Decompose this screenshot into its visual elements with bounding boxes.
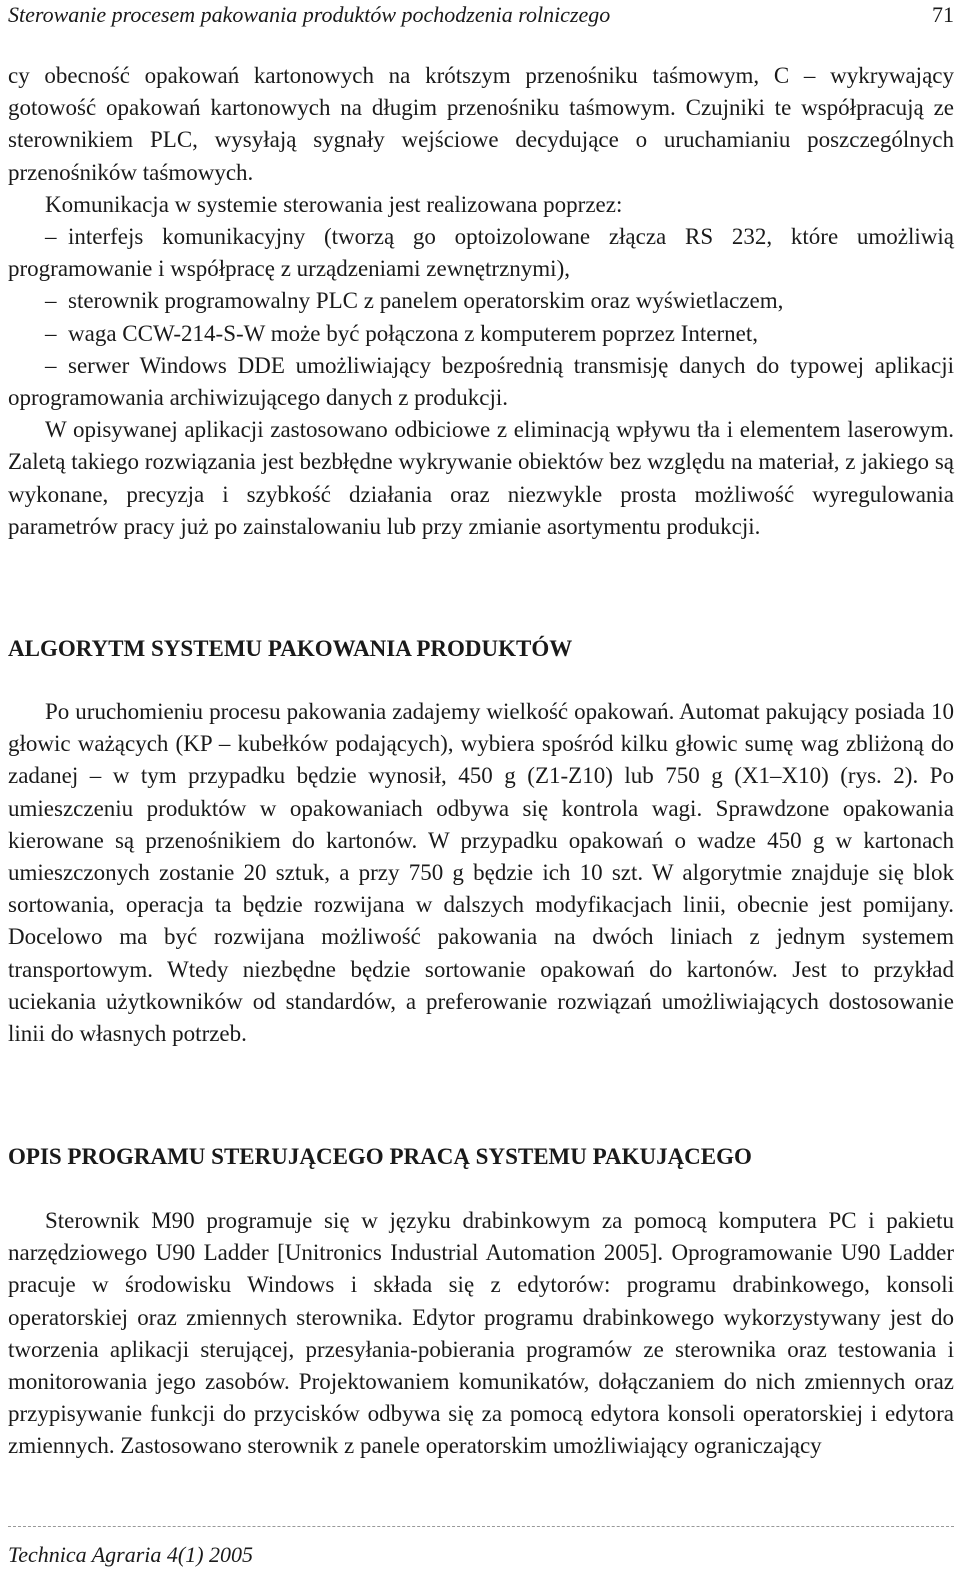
dash-bullet: – — [45, 352, 57, 378]
dash-bullet: – — [45, 320, 57, 346]
paragraph: Komunikacja w systemie sterowania jest realizowana poprzez: — [45, 191, 623, 217]
section-heading: OPIS PROGRAMU STERUJĄCEGO PRACĄ SYSTEMU PAKUJĄCEGO — [8, 1144, 752, 1169]
paragraph: cy obecność opakowań kartonowych na krótszym przenośniku taśmowym, C – wykrywający gotowość opakowań kartonowych na długim przenośniku taśmowym. Czujniki te współpracują ze sterownikiem PLC, wysyłają sygnały wejściowe decydujące o uruchamianiu poszczególnych przenośników taśmowych. — [8, 63, 954, 185]
footer-rule — [8, 1526, 954, 1527]
paragraph: Po uruchomieniu procesu pakowania zadajemy wielkość opakowań. Automat pakujący posiada 10 głowic ważących (KP – kubełków podających), wybiera spośród kilku głowic sumę wag zbliżoną do zadanej – w tym przypadku będzie wynosił, 450 g (Z1-Z10) lub 750 g (X1–X10) (rys. 2). Po umieszczeniu produktów w opakowaniach odbywa się kontrola wagi. Sprawdzone opakowania kierowane są przenośnikiem do kartonów. W przypadku opakowań o wadze 450 g w kartonach umieszczonych zostanie 20 sztuk, a przy 750 g będzie ich 10 szt. W algorytmie znajduje się blok sortowania, operacja ta będzie rozwijana w dalszych modyfikacjach linii, obecnie jest pomijany. Docelowo ma być rozwijana możliwość pakowania na dwóch liniach z jednym systemem transportowym. Wtedy niezbędne będzie sortowanie opakowań do kartonów. Jest to przykład uciekania użytkowników od standardów, a preferowanie rozwiązań umożliwiających dostosowanie linii do własnych potrzeb. — [8, 699, 954, 1047]
list-item-text: interfejs komunikacyjny (tworzą go optoizolowane złącza RS 232, które umożliwią programowanie i współpracę z urządzeniami zewnętrznymi), — [8, 224, 954, 282]
page-number: 71 — [932, 2, 954, 27]
running-title: Sterowanie procesem pakowania produktów pochodzenia rolniczego — [8, 2, 611, 27]
list-item — [8, 221, 954, 285]
list-item-text: sterownik programowalny PLC z panelem operatorskim oraz wyświetlaczem, — [68, 288, 784, 314]
intro-block — [8, 60, 954, 543]
running-header — [8, 0, 954, 30]
section-heading: ALGORYTM SYSTEMU PAKOWANIA PRODUKTÓW — [8, 636, 573, 661]
paragraph: W opisywanej aplikacji zastosowano odbiciowe z eliminacją wpływu tła i elementem laserowym. Zaletą takiego rozwiązania jest bezbłędne wykrywanie obiektów bez względu na materiał, z jakiego są wykonane, precyzja i szybkość działania oraz niezwykle prosta możliwość wyregulowania parametrów pracy już po zainstalowaniu lub przy zmianie asortymentu produkcji. — [8, 417, 954, 539]
list-item — [8, 350, 954, 414]
section-program — [8, 1205, 954, 1463]
list-item-text: serwer Windows DDE umożliwiający bezpośrednią transmisję danych do typowej aplikacji oprogramowania archiwizującego danych z produkcji. — [8, 352, 954, 411]
list-item-text: waga CCW-214-S-W może być połączona z komputerem poprzez Internet, — [68, 320, 758, 346]
list-item — [8, 318, 954, 350]
list-item — [8, 285, 954, 317]
section-algorithm — [8, 696, 954, 1050]
dash-bullet: – — [45, 224, 57, 250]
paragraph: Sterownik M90 programuje się w języku drabinkowym za pomocą komputera PC i pakietu narzędziowego U90 Ladder [Unitronics Industrial Automation 2005]. Oprogramowanie U90 Ladder pracuje w środowisku Windows i składa się z edytorów: programu drabinkowego, konsoli operatorskiej oraz zmiennych sterownika. Edytor programu drabinkowego wykorzystywany jest do tworzenia aplikacji sterującej, przesyłania-pobierania programów ze sterownika oraz testowania i monitorowania jego zasobów. Projektowaniem komunikatów, dołączaniem do nich zmiennych oraz przypisywanie funkcji do przycisków odbywa się za pomocą edytora konsoli operatorskiej i edytora zmiennych. Zastosowano sterownik z panele operatorskim umożliwiający ograniczający — [8, 1208, 954, 1459]
dash-bullet: – — [45, 288, 57, 314]
footer-journal: Technica Agraria 4(1) 2005 — [8, 1542, 254, 1567]
